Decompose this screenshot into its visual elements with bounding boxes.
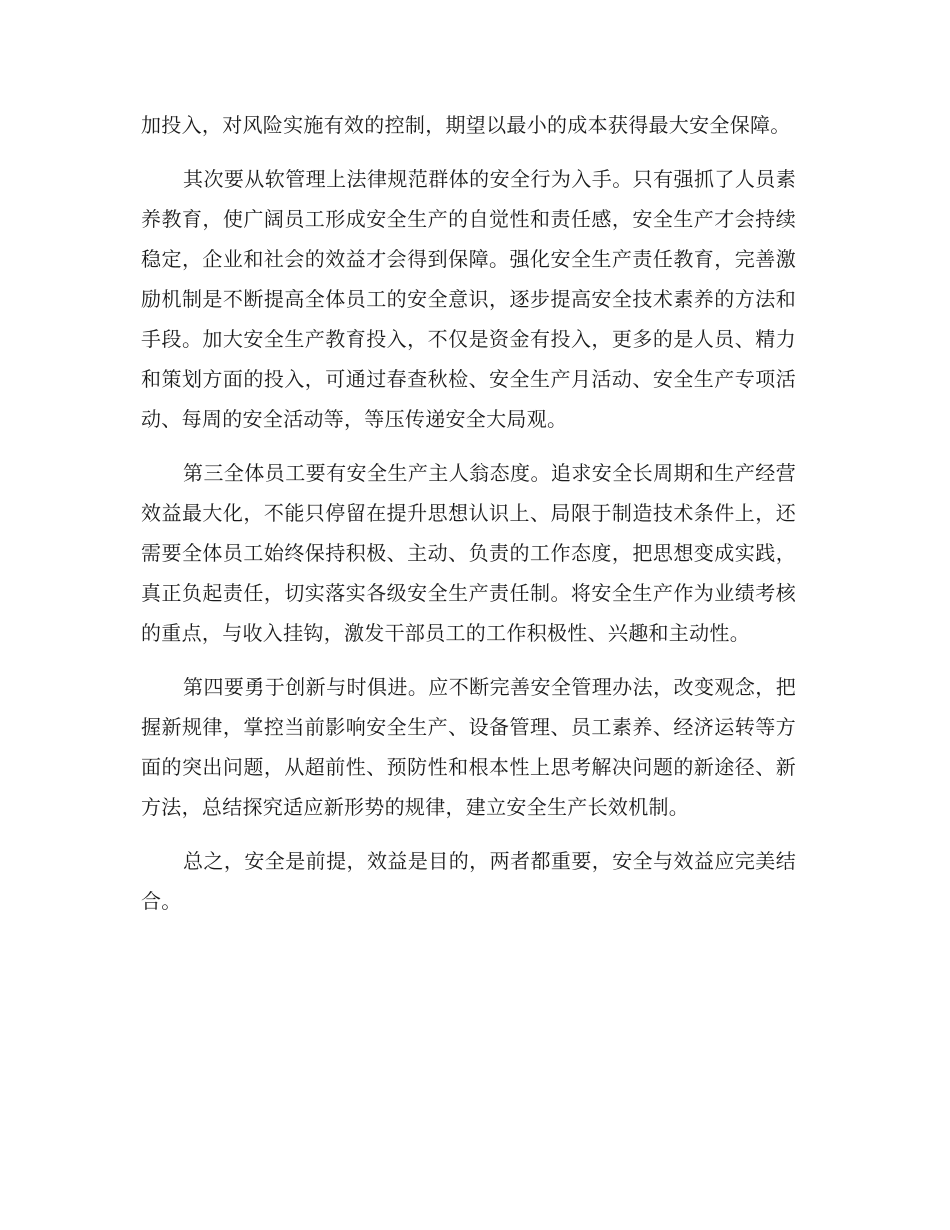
paragraph-1: 加投入，对风险实施有效的控制，期望以最小的成本获得最大安全保障。 [141,113,791,137]
paragraph-5: 总之，安全是前提，效益是目的，两者都重要，安全与效益应完美结合。 [141,849,796,913]
document-body [141,105,796,935]
paragraph-3: 第三全体员工要有安全生产主人翁态度。追求安全长周期和生产经营效益最大化，不能只停留在提升思想认识上、局限于制造技术条件上，还需要全体员工始终保持积极、主动、负责的工作态度，把思想变成实践，真正负起责任，切实落实各级安全生产责任制。将安全生产作为业绩考核的重点，与收入挂钩，激发干部员工的工作积极性、兴趣和主动性。 [141,461,796,645]
paragraph-4: 第四要勇于创新与时俱进。应不断完善安全管理办法，改变观念，把握新规律，掌控当前影响安全生产、设备管理、员工素养、经济运转等方面的突出问题，从超前性、预防性和根本性上思考解决问题的新途径、新方法，总结探究适应新形势的规律，建立安全生产长效机制。 [141,675,796,819]
paragraph-2: 其次要从软管理上法律规范群体的安全行为入手。只有强抓了人员素养教育，使广阔员工形成安全生产的自觉性和责任感，安全生产才会持续稳定，企业和社会的效益才会得到保障。强化安全生产责任教育，完善激励机制是不断提高全体员工的安全意识，逐步提高安全技术素养的方法和手段。加大安全生产教育投入，不仅是资金有投入，更多的是人员、精力和策划方面的投入，可通过春查秋检、安全生产月活动、安全生产专项活动、每周的安全活动等，等压传递安全大局观。 [141,167,796,431]
